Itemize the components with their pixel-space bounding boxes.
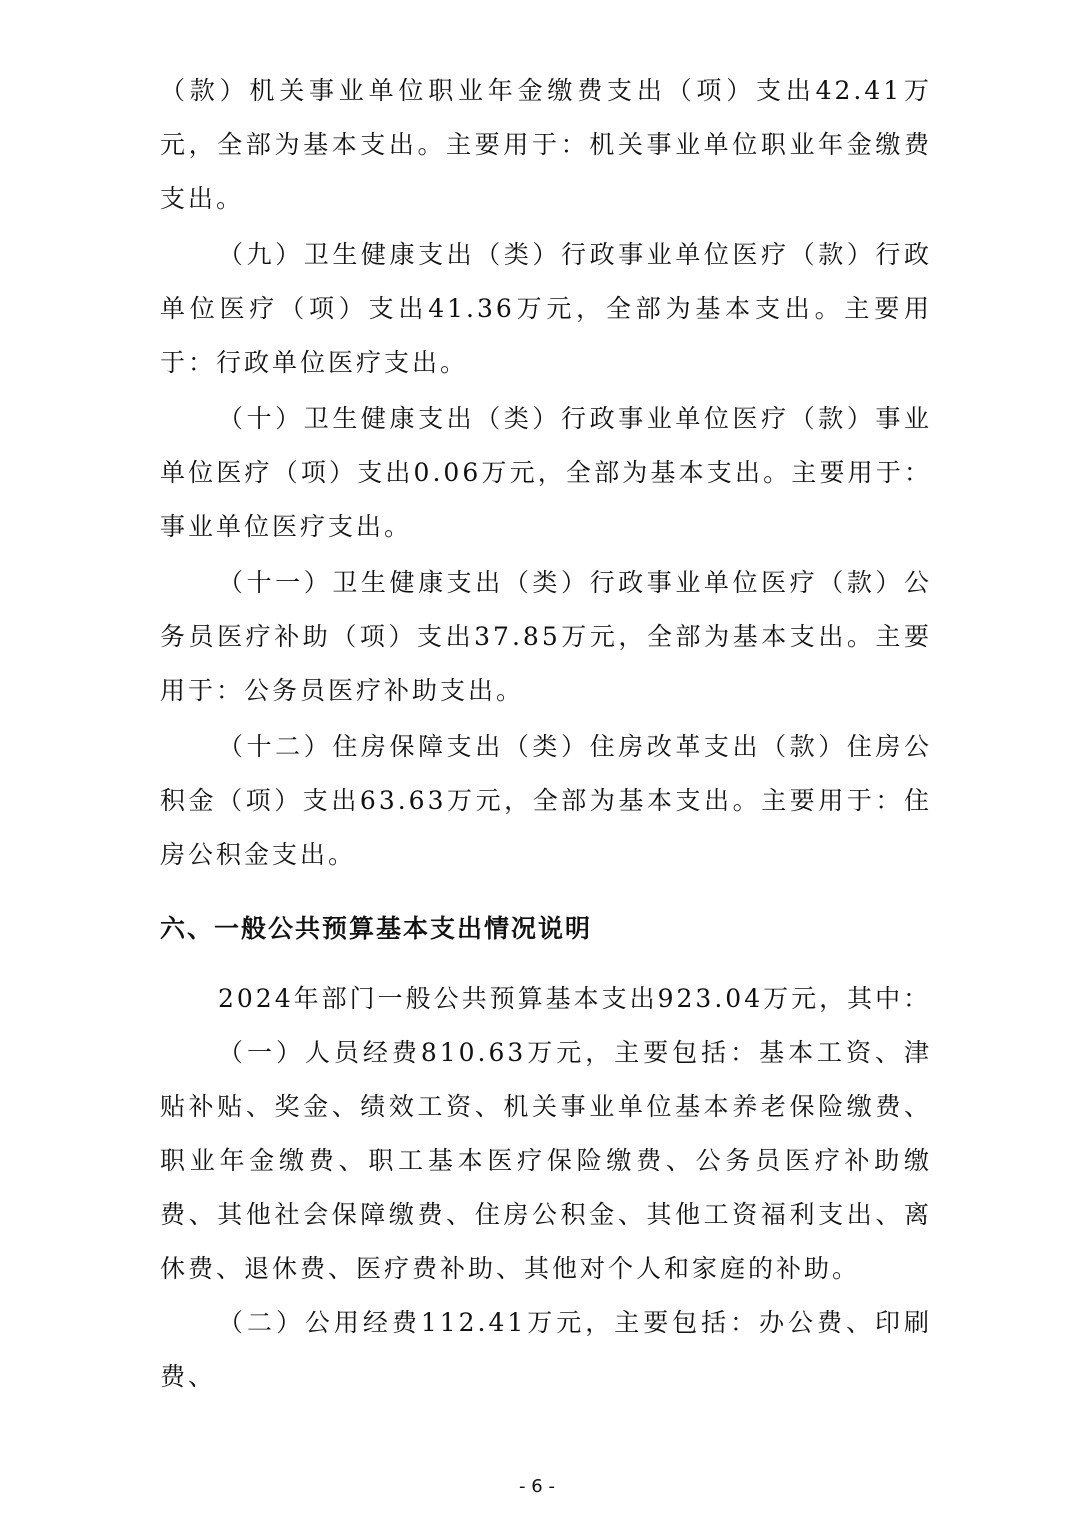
page-number: - 6 -: [519, 1476, 555, 1497]
section-intro-paragraph: 2024年部门一般公共预算基本支出923.04万元，其中：: [218, 984, 932, 1013]
paragraph-continued: （款）机关事业单位职业年金缴费支出（项）支出42.41万元，全部为基本支出。主要用于：机关事业单位职业年金缴费支出。: [160, 76, 932, 213]
personnel-expense-paragraph: （一）人员经费810.63万元，主要包括：基本工资、津贴补贴、奖金、绩效工资、机关事业单位基本养老保险缴费、职业年金缴费、职工基本医疗保险缴费、公务员医疗补助缴费、其他社会保障缴费、住房公积金、其他工资福利支出、离休费、退休费、医疗费补助、其他对个人和家庭的补助。: [160, 1038, 932, 1283]
paragraph-item-9: （九）卫生健康支出（类）行政事业单位医疗（款）行政单位医疗（项）支出41.36万元，全部为基本支出。主要用于：行政单位医疗支出。: [160, 240, 932, 377]
public-expense-paragraph: （二）公用经费112.41万元，主要包括：办公费、印刷费、: [160, 1308, 932, 1391]
document-body: [160, 64, 932, 1404]
paragraph-item-10: （十）卫生健康支出（类）行政事业单位医疗（款）事业单位医疗（项）支出0.06万元，全部为基本支出。主要用于：事业单位医疗支出。: [160, 404, 932, 541]
section-heading: 六、一般公共预算基本支出情况说明: [160, 914, 593, 943]
paragraph-item-11: （十一）卫生健康支出（类）行政事业单位医疗（款）公务员医疗补助（项）支出37.85万元，全部为基本支出。主要用于：公务员医疗补助支出。: [160, 568, 932, 705]
paragraph-item-12: （十二）住房保障支出（类）住房改革支出（款）住房公积金（项）支出63.63万元，全部为基本支出。主要用于：住房公积金支出。: [160, 732, 932, 869]
